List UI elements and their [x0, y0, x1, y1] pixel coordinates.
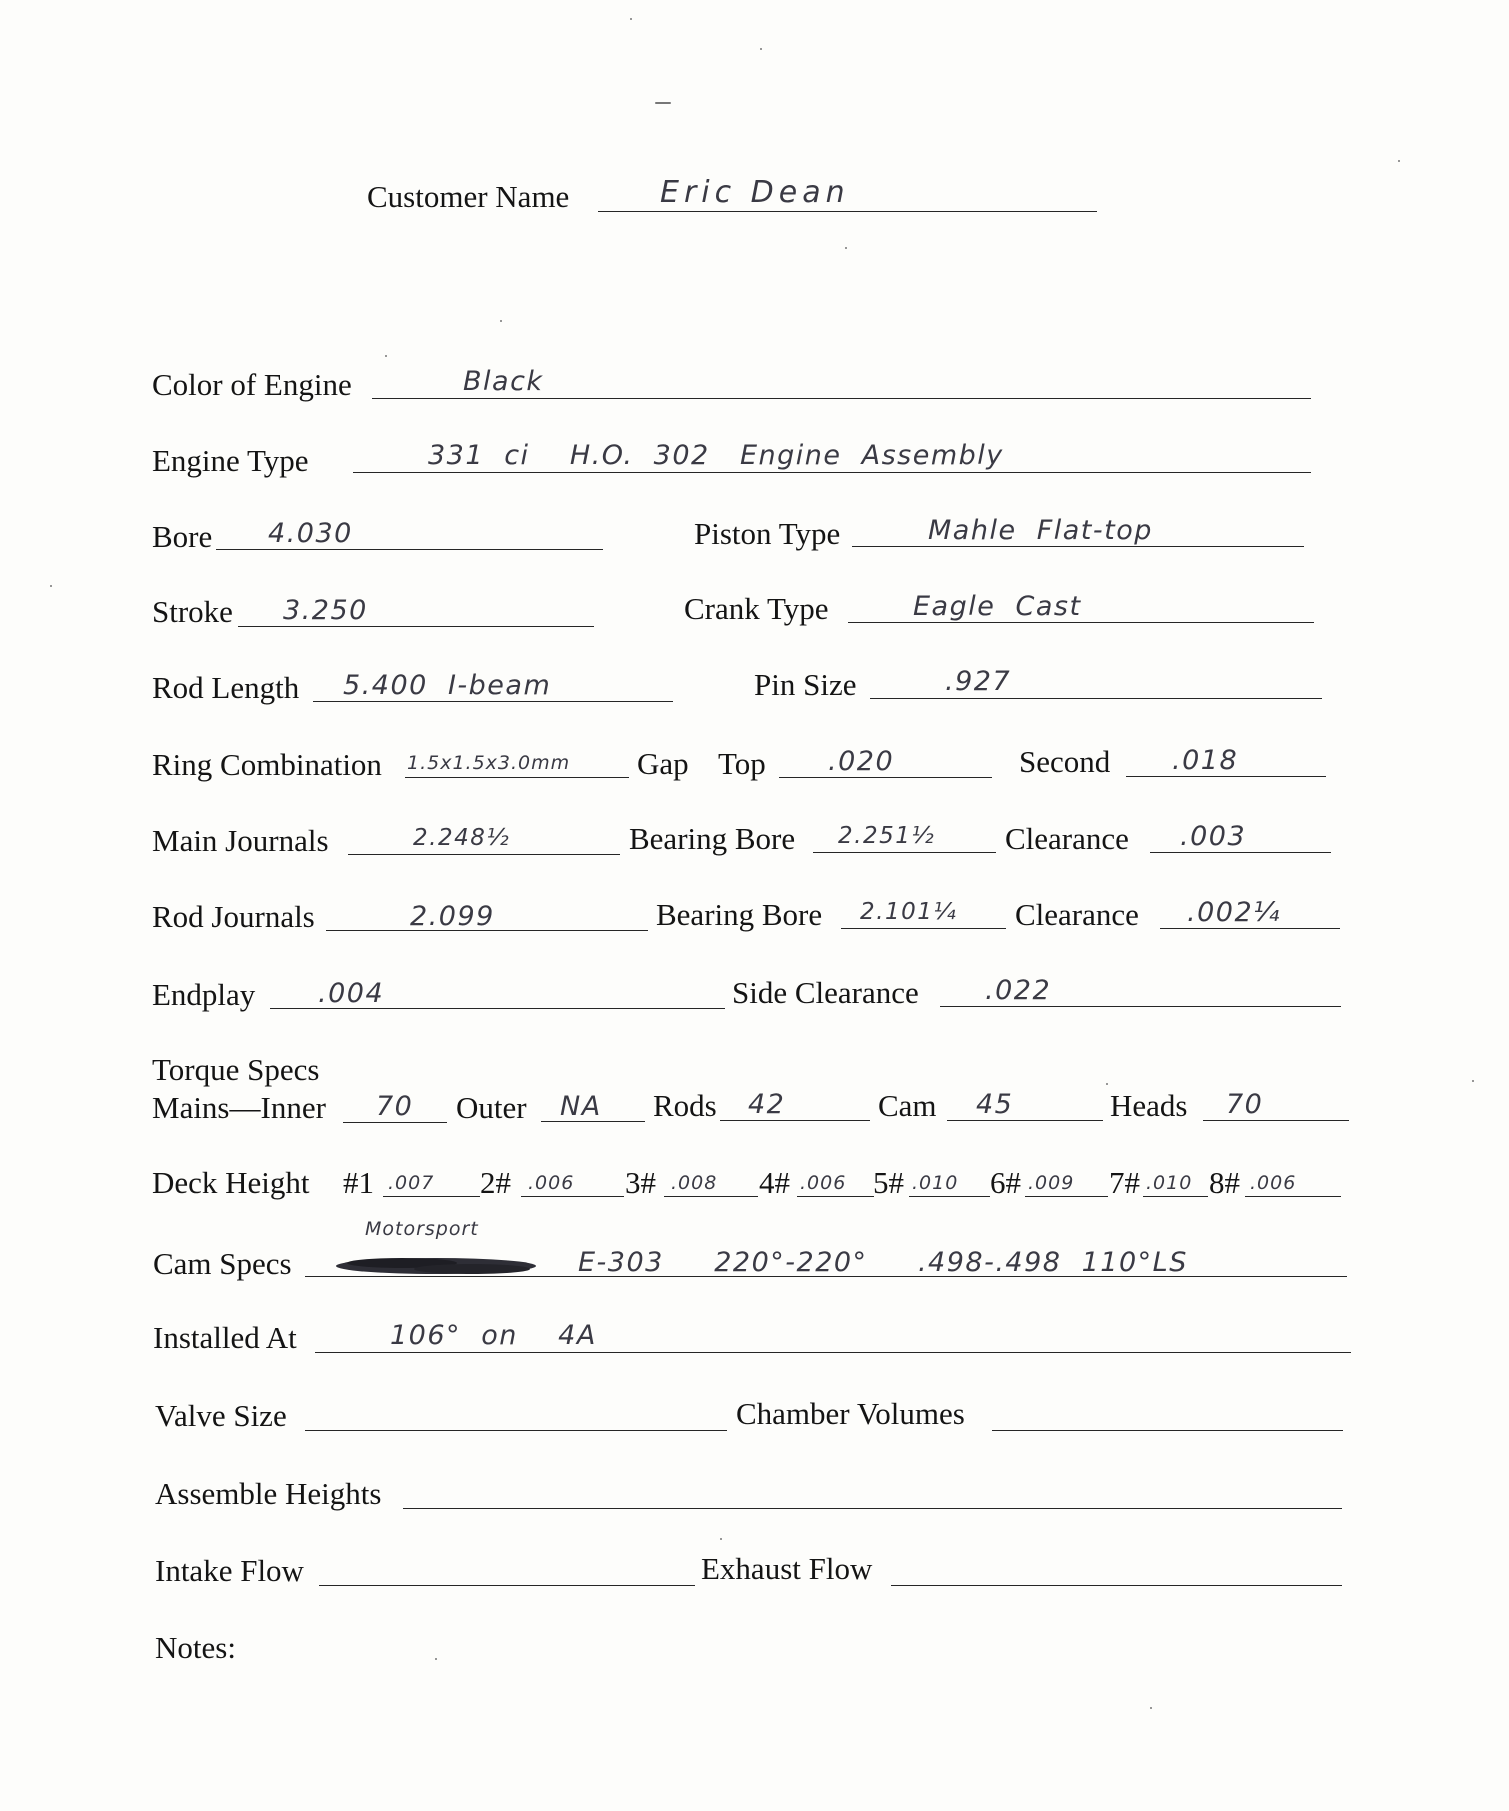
heads-value[interactable]: 70 — [1226, 1089, 1264, 1120]
pin-size-value[interactable]: .927 — [945, 666, 1012, 697]
deck-cyl-5-label: 5# — [873, 1165, 904, 1200]
color-of-engine-value[interactable]: Black — [463, 366, 544, 397]
crank-type-line — [848, 622, 1314, 623]
exhaust-flow-label: Exhaust Flow — [701, 1551, 873, 1586]
deck-cyl-1-label: #1 — [343, 1165, 374, 1200]
main-bearing-bore-label: Bearing Bore — [629, 821, 796, 856]
piston-type-label: Piston Type — [694, 516, 841, 551]
color-of-engine-line — [372, 398, 1311, 399]
ring-combination-value[interactable]: 1.5x1.5x3.0mm — [407, 752, 571, 774]
rod-bearing-bore-line — [841, 928, 1006, 929]
piston-type-value[interactable]: Mahle Flat-top — [928, 515, 1153, 546]
gap-top-line — [779, 777, 992, 778]
scan-speck — [1150, 1707, 1152, 1709]
deck-cyl-2-label: 2# — [480, 1165, 511, 1200]
deck-cyl-2-line — [521, 1196, 624, 1197]
ring-combination-label: Ring Combination — [152, 747, 382, 782]
deck-cyl-3-value[interactable]: .008 — [671, 1172, 718, 1194]
torque-specs-label: Torque Specs — [152, 1052, 320, 1087]
heads-label: Heads — [1110, 1088, 1188, 1123]
customer-name-label: Customer Name — [367, 179, 570, 214]
deck-cyl-1-line — [383, 1196, 480, 1197]
chamber-volumes-line — [992, 1430, 1343, 1431]
rod-journals-value[interactable]: 2.099 — [410, 901, 495, 932]
deck-cyl-8-value[interactable]: .006 — [1250, 1172, 1297, 1194]
scan-speck — [435, 1658, 437, 1660]
main-clearance-value[interactable]: .003 — [1180, 821, 1247, 852]
scan-speck — [1398, 160, 1400, 162]
notes-label: Notes: — [155, 1630, 236, 1665]
main-bearing-bore-value[interactable]: 2.251½ — [838, 823, 936, 849]
main-journals-label: Main Journals — [152, 823, 329, 858]
deck-cyl-5-line — [909, 1196, 990, 1197]
main-bearing-bore-line — [813, 852, 996, 853]
rod-bearing-bore-value[interactable]: 2.101¼ — [860, 899, 958, 925]
crank-type-label: Crank Type — [684, 591, 829, 626]
rods-label: Rods — [653, 1088, 717, 1123]
deck-cyl-3-line — [664, 1196, 758, 1197]
intake-flow-label: Intake Flow — [155, 1553, 304, 1588]
stroke-value[interactable]: 3.250 — [283, 595, 368, 626]
scan-speck — [720, 1538, 722, 1540]
deck-cyl-4-label: 4# — [759, 1165, 790, 1200]
assemble-heights-line — [403, 1508, 1342, 1509]
crank-type-value[interactable]: Eagle Cast — [913, 591, 1082, 622]
rod-length-line — [313, 701, 673, 702]
gap-second-value[interactable]: .018 — [1172, 745, 1239, 776]
pin-size-line — [870, 698, 1322, 699]
deck-cyl-5-value[interactable]: .010 — [912, 1172, 959, 1194]
bore-value[interactable]: 4.030 — [268, 518, 353, 549]
cam-specs-value[interactable]: E-303 220°-220° .498-.498 110°LS — [578, 1247, 1188, 1278]
rod-bearing-bore-label: Bearing Bore — [656, 897, 823, 932]
scribbled-out-text — [332, 1254, 542, 1278]
engine-type-value[interactable]: 331 ci H.O. 302 Engine Assembly — [428, 440, 1004, 471]
main-journals-value[interactable]: 2.248½ — [413, 825, 511, 851]
cam-torque-label: Cam — [878, 1088, 937, 1123]
mains-inner-value[interactable]: 70 — [376, 1091, 414, 1122]
mains-inner-line — [343, 1122, 447, 1123]
cam-specs-label: Cam Specs — [153, 1246, 292, 1281]
endplay-label: Endplay — [152, 977, 256, 1012]
installed-at-label: Installed At — [153, 1320, 297, 1355]
gap-top-value[interactable]: .020 — [828, 746, 895, 777]
deck-cyl-6-label: 6# — [990, 1165, 1021, 1200]
cam-specs-note[interactable]: Motorsport — [365, 1218, 479, 1240]
scan-speck — [1472, 1080, 1474, 1082]
deck-cyl-7-label: 7# — [1109, 1165, 1140, 1200]
chamber-volumes-label: Chamber Volumes — [736, 1396, 965, 1431]
rod-journals-label: Rod Journals — [152, 899, 315, 934]
stroke-label: Stroke — [152, 594, 233, 629]
deck-cyl-4-value[interactable]: .006 — [800, 1172, 847, 1194]
gap-second-label: Second — [1019, 744, 1111, 779]
side-clearance-label: Side Clearance — [732, 975, 919, 1010]
deck-cyl-4-line — [797, 1196, 874, 1197]
scan-speck — [50, 585, 52, 587]
engine-type-line — [353, 472, 1311, 473]
color-of-engine-label: Color of Engine — [152, 367, 352, 402]
deck-cyl-2-value[interactable]: .006 — [528, 1172, 575, 1194]
deck-height-label: Deck Height — [152, 1165, 310, 1200]
outer-label: Outer — [456, 1090, 527, 1125]
pin-size-label: Pin Size — [754, 667, 857, 702]
deck-cyl-1-value[interactable]: .007 — [388, 1172, 435, 1194]
rod-length-label: Rod Length — [152, 670, 300, 705]
main-clearance-label: Clearance — [1005, 821, 1129, 856]
scan-speck — [500, 320, 502, 322]
scan-speck — [760, 48, 762, 50]
deck-cyl-6-value[interactable]: .009 — [1028, 1172, 1075, 1194]
ring-combination-line — [405, 777, 629, 778]
gap-top-label: Top — [718, 746, 766, 781]
engine-type-label: Engine Type — [152, 443, 309, 478]
bore-label: Bore — [152, 519, 213, 554]
rods-line — [720, 1120, 870, 1121]
customer-name-line — [598, 211, 1097, 212]
heads-line — [1203, 1120, 1349, 1121]
bore-line — [216, 549, 603, 550]
main-journals-line — [348, 854, 620, 855]
side-clearance-line — [940, 1006, 1341, 1007]
scan-speck — [845, 247, 847, 249]
deck-cyl-6-line — [1025, 1196, 1108, 1197]
scan-speck — [630, 18, 632, 20]
main-clearance-line — [1150, 852, 1331, 853]
mains-inner-label: Mains—Inner — [152, 1090, 326, 1125]
customer-name-value[interactable]: Eric Dean — [660, 175, 850, 210]
rod-clearance-line — [1160, 928, 1340, 929]
deck-cyl-7-line — [1143, 1196, 1208, 1197]
gap-second-line — [1126, 776, 1326, 777]
valve-size-label: Valve Size — [155, 1398, 287, 1433]
deck-cyl-8-label: 8# — [1209, 1165, 1240, 1200]
rod-clearance-label: Clearance — [1015, 897, 1139, 932]
deck-cyl-3-label: 3# — [625, 1165, 656, 1200]
deck-cyl-7-value[interactable]: .010 — [1146, 1172, 1193, 1194]
exhaust-flow-line — [891, 1585, 1342, 1586]
deck-cyl-8-line — [1245, 1196, 1341, 1197]
rod-clearance-value[interactable]: .002¼ — [1187, 897, 1281, 928]
installed-at-line — [315, 1352, 1351, 1353]
rods-value[interactable]: 42 — [748, 1089, 786, 1120]
installed-at-value[interactable]: 106° on 4A — [390, 1320, 597, 1351]
outer-value[interactable]: NA — [560, 1091, 602, 1122]
rod-length-value[interactable]: 5.400 I-beam — [343, 670, 552, 701]
cam-torque-line — [947, 1120, 1103, 1121]
gap-label: Gap — [637, 746, 689, 781]
stroke-line — [238, 626, 594, 627]
scan-speck — [1106, 1083, 1108, 1085]
endplay-value[interactable]: .004 — [318, 978, 385, 1009]
valve-size-line — [305, 1430, 727, 1431]
cam-torque-value[interactable]: 45 — [976, 1089, 1014, 1120]
scan-speck — [385, 355, 387, 357]
scan-speck — [655, 102, 671, 104]
intake-flow-line — [319, 1585, 695, 1586]
piston-type-line — [852, 546, 1304, 547]
side-clearance-value[interactable]: .022 — [985, 975, 1052, 1006]
assemble-heights-label: Assemble Heights — [155, 1476, 382, 1511]
